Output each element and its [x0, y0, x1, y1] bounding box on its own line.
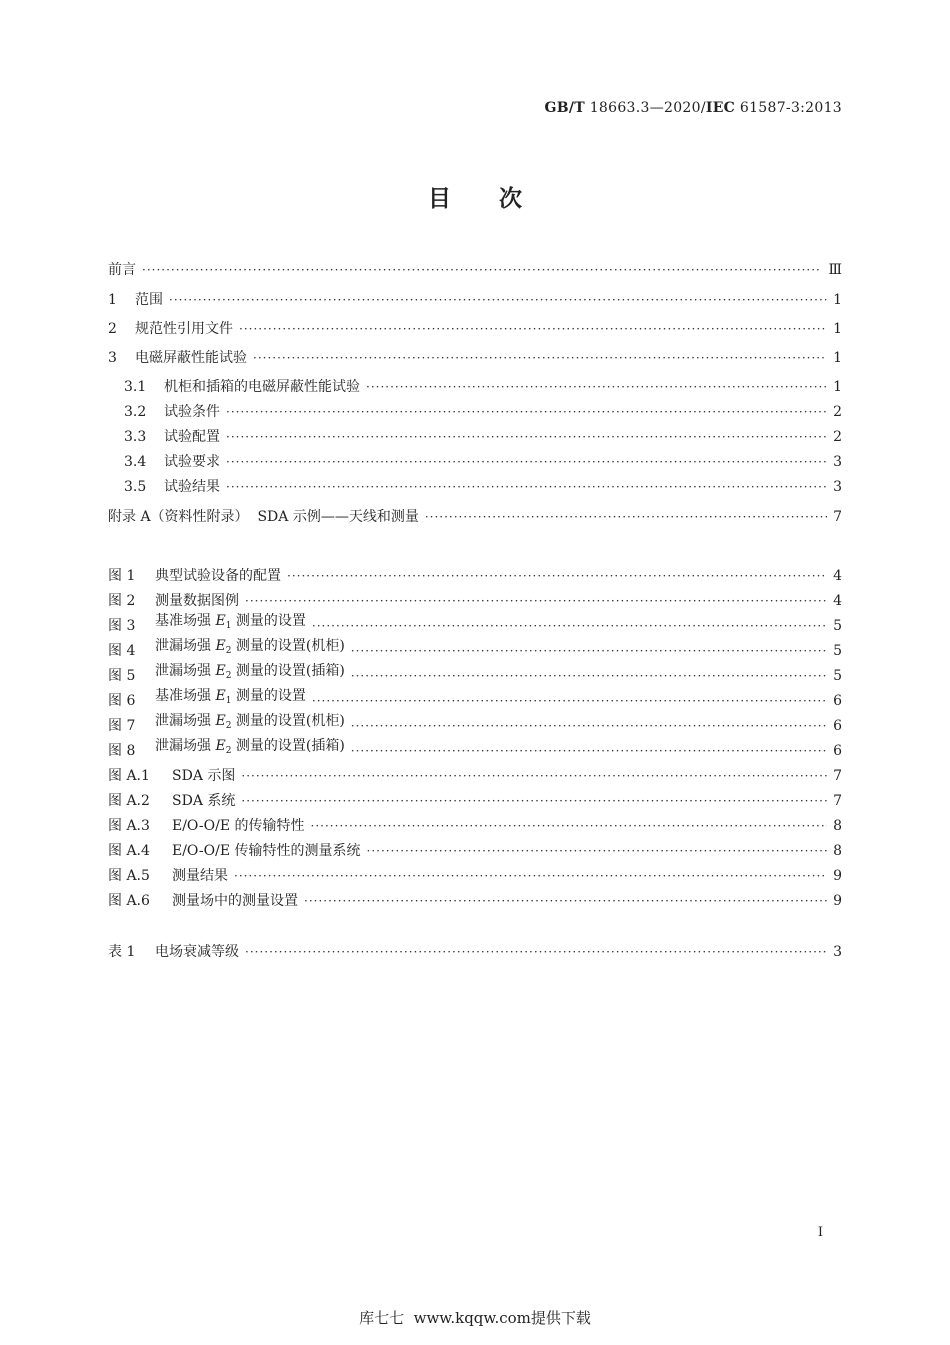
- leader-dots: [287, 566, 827, 586]
- toc-entry-3-2[interactable]: [124, 402, 842, 422]
- figure-page: 8: [833, 818, 842, 834]
- leader-dots: [425, 507, 827, 527]
- table-number: 表 1: [108, 944, 136, 960]
- figure-number: 图 6: [108, 693, 136, 709]
- toc-entry-3-5[interactable]: [124, 477, 842, 497]
- toc-entry-3[interactable]: [108, 348, 842, 368]
- table-label: 电场衰减等级: [155, 944, 239, 960]
- toc-label: 机柜和插箱的电磁屏蔽性能试验: [164, 379, 360, 395]
- leader-dots: [351, 666, 827, 686]
- toc-page: 1: [833, 321, 842, 337]
- figure-number: 图 2: [108, 593, 136, 609]
- toc-label: 范围: [135, 292, 163, 308]
- leader-dots: [312, 691, 827, 711]
- table-page: 3: [833, 944, 842, 960]
- table-entry-1[interactable]: [108, 942, 842, 962]
- toc-page: 1: [833, 292, 842, 308]
- figure-label: 泄漏场强 $E_2$ 测量的设置(机柜): [155, 638, 345, 656]
- figure-label: 测量结果: [172, 868, 228, 884]
- figure-entry-a2[interactable]: [108, 791, 842, 811]
- figure-page: 5: [833, 643, 842, 659]
- leader-dots: [241, 791, 827, 811]
- figure-entry-a4[interactable]: [108, 841, 842, 861]
- toc-label: 试验配置: [164, 429, 220, 445]
- toc-number: 2: [108, 321, 117, 337]
- toc-entry-3-3[interactable]: [124, 427, 842, 447]
- leader-dots: [169, 290, 827, 310]
- figure-label: 基准场强 $E_1$ 测量的设置: [155, 613, 306, 631]
- figure-page: 5: [833, 668, 842, 684]
- toc-label: 试验条件: [164, 404, 220, 420]
- figure-entry-2[interactable]: [108, 591, 842, 611]
- toc-page: 1: [833, 379, 842, 395]
- figure-number: 图 A.3: [108, 818, 150, 834]
- toc-page: 1: [833, 350, 842, 366]
- leader-dots: [253, 348, 827, 368]
- figure-page: 6: [833, 743, 842, 759]
- figure-page: 7: [833, 768, 842, 784]
- toc-entry-foreword[interactable]: [108, 260, 842, 280]
- figure-label: E/O-O/E 传输特性的测量系统: [172, 843, 361, 859]
- figure-entry-8[interactable]: [108, 738, 842, 761]
- page-number: I: [817, 1225, 823, 1240]
- toc-entry-3-1[interactable]: [124, 377, 842, 397]
- toc-number: 1: [108, 292, 117, 308]
- figure-number: 图 4: [108, 643, 136, 659]
- leader-dots: [239, 319, 827, 339]
- figure-entry-7[interactable]: [108, 713, 842, 736]
- figure-label: 测量场中的测量设置: [172, 893, 298, 909]
- figure-page: 7: [833, 793, 842, 809]
- leader-dots: [366, 377, 827, 397]
- leader-dots: [245, 942, 827, 962]
- standard-code: 18663.3—2020/: [584, 100, 706, 116]
- toc-entry-3-4[interactable]: [124, 452, 842, 472]
- toc-number: 3.4: [124, 454, 147, 470]
- leader-dots: [367, 841, 828, 861]
- title-char-1: 目: [428, 185, 451, 212]
- figure-number: 图 A.1: [108, 768, 150, 784]
- toc-number: 3.2: [124, 404, 147, 420]
- figure-entry-1[interactable]: [108, 566, 842, 586]
- figure-number: 图 A.6: [108, 893, 150, 909]
- toc-number: 3.1: [124, 379, 147, 395]
- leader-dots: [351, 741, 827, 761]
- figure-page: 6: [833, 693, 842, 709]
- figure-entry-a3[interactable]: [108, 816, 842, 836]
- standard-iec-code: 61587-3:2013: [735, 100, 842, 116]
- toc-label: 电磁屏蔽性能试验: [135, 350, 247, 366]
- toc-page: 2: [833, 404, 842, 420]
- leader-dots: [351, 716, 827, 736]
- figure-number: 图 8: [108, 743, 136, 759]
- figure-entry-a5[interactable]: [108, 866, 842, 886]
- toc-label: 附录 A（资料性附录） SDA 示例——天线和测量: [108, 509, 419, 525]
- figure-entry-a6[interactable]: [108, 891, 842, 911]
- toc-number: 3: [108, 350, 117, 366]
- toc-number: 3.5: [124, 479, 147, 495]
- leader-dots: [234, 866, 827, 886]
- figure-number: 图 3: [108, 618, 136, 634]
- figure-number: 图 5: [108, 668, 136, 684]
- standard-iec: IEC: [705, 100, 736, 116]
- figure-number: 图 1: [108, 568, 136, 584]
- figure-page: 4: [833, 593, 842, 609]
- toc-page: 7: [833, 509, 842, 525]
- figure-entry-3[interactable]: [108, 613, 842, 636]
- leader-dots: [241, 766, 827, 786]
- leader-dots: [226, 402, 827, 422]
- figure-entry-5[interactable]: [108, 663, 842, 686]
- leader-dots: [226, 452, 827, 472]
- toc-label: 规范性引用文件: [135, 321, 233, 337]
- toc-number: 3.3: [124, 429, 147, 445]
- figure-page: 8: [833, 843, 842, 859]
- toc-page: Ⅲ: [828, 262, 842, 278]
- figure-page: 4: [833, 568, 842, 584]
- figure-page: 6: [833, 718, 842, 734]
- toc-page: 2: [833, 429, 842, 445]
- title-char-2: 次: [499, 185, 522, 212]
- figure-label: 泄漏场强 $E_2$ 测量的设置(机柜): [155, 713, 345, 731]
- leader-dots: [142, 260, 822, 280]
- toc-label: 试验结果: [164, 479, 220, 495]
- figure-page: 5: [833, 618, 842, 634]
- footer-watermark: 库七七 www.kqqw.com提供下载: [359, 1309, 591, 1327]
- toc-page: 3: [833, 479, 842, 495]
- leader-dots: [304, 891, 827, 911]
- figure-number: 图 A.2: [108, 793, 150, 809]
- figure-label: 基准场强 $E_1$ 测量的设置: [155, 688, 306, 706]
- figure-label: SDA 示图: [172, 768, 236, 784]
- standard-number: [544, 100, 842, 116]
- figure-label: 泄漏场强 $E_2$ 测量的设置(插箱): [155, 663, 345, 681]
- toc-entry-annex-a[interactable]: [108, 507, 842, 527]
- figure-entry-4[interactable]: [108, 638, 842, 661]
- figure-number: 图 A.5: [108, 868, 150, 884]
- figure-entry-a1[interactable]: [108, 766, 842, 786]
- leader-dots: [351, 641, 827, 661]
- figure-label: 泄漏场强 $E_2$ 测量的设置(插箱): [155, 738, 345, 756]
- figure-label: E/O-O/E 的传输特性: [172, 818, 305, 834]
- figure-page: 9: [833, 893, 842, 909]
- leader-dots: [245, 591, 827, 611]
- toc-entry-2[interactable]: [108, 319, 842, 339]
- page-title: [0, 180, 950, 213]
- leader-dots: [226, 477, 827, 497]
- figure-number: 图 A.4: [108, 843, 150, 859]
- figure-label: 典型试验设备的配置: [155, 568, 281, 584]
- figure-label: SDA 系统: [172, 793, 236, 809]
- toc-page: 3: [833, 454, 842, 470]
- figure-page: 9: [833, 868, 842, 884]
- toc-label: 试验要求: [164, 454, 220, 470]
- toc-label: 前言: [108, 262, 136, 278]
- standard-prefix: GB/T: [544, 100, 585, 116]
- figure-label: 测量数据图例: [155, 593, 239, 609]
- figure-number: 图 7: [108, 718, 136, 734]
- figure-entry-6[interactable]: [108, 688, 842, 711]
- leader-dots: [311, 816, 828, 836]
- leader-dots: [312, 616, 827, 636]
- toc-entry-1[interactable]: [108, 290, 842, 310]
- leader-dots: [226, 427, 827, 447]
